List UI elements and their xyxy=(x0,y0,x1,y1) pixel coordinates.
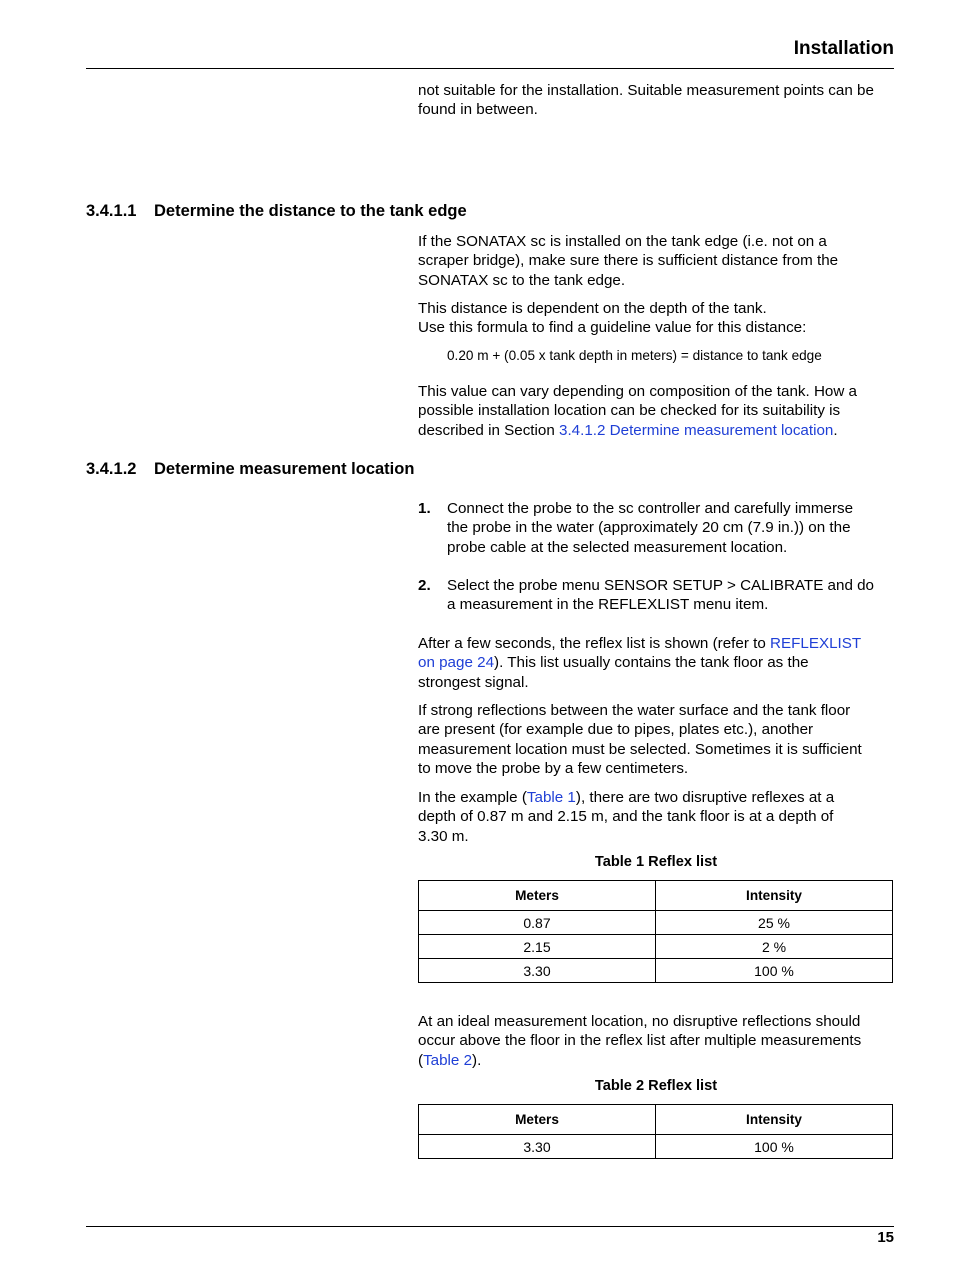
distance-depth-paragraph xyxy=(418,299,894,338)
intensity-cell: 25 % xyxy=(656,911,893,935)
text-line: possible installation location can be checked for its suitability is xyxy=(418,402,841,420)
intensity-cell: 2 % xyxy=(656,935,893,959)
table-row xyxy=(419,911,893,935)
step-number: 2. xyxy=(418,577,431,594)
step-number: 1. xyxy=(418,500,431,517)
text-line: probe cable at the selected measurement location. xyxy=(447,538,788,556)
table-1-link[interactable]: Table 1 xyxy=(526,789,576,806)
step-text xyxy=(447,499,853,557)
text-line: not suitable for the installation. Suitable measurement points can be xyxy=(418,82,874,99)
section-heading-3-4-1-2 xyxy=(86,460,414,479)
table-1-caption: Table 1 Reflex list xyxy=(594,854,718,870)
page-header-title: Installation xyxy=(793,38,894,59)
text-line: scraper bridge), make sure there is sufficient distance from the xyxy=(418,252,839,270)
text-line: measurement location must be selected. Sometimes it is sufficient xyxy=(418,740,862,758)
step-text xyxy=(447,576,874,615)
text-line: Select the probe menu SENSOR SETUP > CALIBRATE and do xyxy=(447,577,875,594)
text-fragment: ). xyxy=(472,1051,482,1069)
text-fragment: ), there are two disruptive reflexes at a xyxy=(575,789,835,806)
text-line: found in between. xyxy=(418,101,538,119)
text-line xyxy=(418,653,894,672)
section-title: Determine the distance to the tank edge xyxy=(154,202,467,220)
text-fragment: . xyxy=(833,421,838,439)
text-line: Connect the probe to the sc controller and carefully immerse xyxy=(447,500,854,517)
footer-rule xyxy=(86,1226,894,1227)
text-line: strongest signal. xyxy=(418,673,529,691)
column-header-meters: Meters xyxy=(419,881,656,911)
text-line: the probe in the water (approximately 20 cm (7.9 in.)) on the xyxy=(447,519,851,537)
table-row xyxy=(419,935,893,959)
ideal-location-paragraph xyxy=(418,1012,894,1070)
text-fragment: ( xyxy=(418,1051,424,1069)
text-line xyxy=(418,634,894,653)
reflex-list-table-2 xyxy=(418,1104,893,1159)
table-header-row xyxy=(419,1105,893,1135)
page-number: 15 xyxy=(877,1229,894,1246)
text-line xyxy=(418,1051,894,1070)
text-line: are present (for example due to pipes, plates etc.), another xyxy=(418,721,814,739)
intensity-cell: 100 % xyxy=(656,1135,893,1159)
text-line: 3.30 m. xyxy=(418,827,469,845)
text-line xyxy=(418,788,894,807)
meters-cell: 3.30 xyxy=(419,959,656,983)
text-line: depth of 0.87 m and 2.15 m, and the tank floor is at a depth of xyxy=(418,808,834,826)
example-paragraph xyxy=(418,788,894,846)
text-line: occur above the floor in the reflex list after multiple measurements xyxy=(418,1032,862,1050)
reflexlist-link[interactable]: REFLEXLIST xyxy=(770,635,862,652)
composition-paragraph xyxy=(418,382,894,440)
text-line: This distance is dependent on the depth of the tank. xyxy=(418,300,767,317)
column-header-meters: Meters xyxy=(419,1105,656,1135)
text-line: This value can vary depending on composition of the tank. How a xyxy=(418,383,858,400)
text-line: Use this formula to find a guideline value for this distance: xyxy=(418,319,807,337)
tank-edge-paragraph xyxy=(418,232,894,290)
column-header-intensity: Intensity xyxy=(656,1105,893,1135)
text-fragment: ). This list usually contains the tank floor as the xyxy=(494,654,809,672)
text-line: If the SONATAX sc is installed on the tank edge (i.e. not on a xyxy=(418,233,827,250)
intensity-cell: 100 % xyxy=(656,959,893,983)
table-2-link[interactable]: Table 2 xyxy=(423,1051,473,1069)
strong-reflections-paragraph xyxy=(418,701,894,779)
text-line: SONATAX sc to the tank edge. xyxy=(418,271,626,289)
reflex-list-paragraph xyxy=(418,634,894,692)
section-title: Determine measurement location xyxy=(154,460,415,478)
text-fragment: described in Section xyxy=(418,421,559,439)
text-fragment: In the example ( xyxy=(418,789,527,806)
section-cross-reference-link[interactable]: 3.4.1.2 Determine measurement location xyxy=(559,421,834,439)
reflex-list-table-1 xyxy=(418,880,893,983)
table-2-caption: Table 2 Reflex list xyxy=(594,1078,718,1094)
meters-cell: 2.15 xyxy=(419,935,656,959)
text-fragment: After a few seconds, the reflex list is shown (refer to xyxy=(418,635,770,652)
column-header-intensity: Intensity xyxy=(656,881,893,911)
table-row xyxy=(419,1135,893,1159)
page-reference-link[interactable]: on page 24 xyxy=(418,654,495,672)
section-number: 3.4.1.2 xyxy=(86,460,137,478)
text-line: to move the probe by a few centimeters. xyxy=(418,760,689,778)
meters-cell: 3.30 xyxy=(419,1135,656,1159)
section-number: 3.4.1.1 xyxy=(86,202,137,220)
text-line: If strong reflections between the water surface and the tank floor xyxy=(418,702,851,719)
header-rule xyxy=(86,68,894,69)
distance-formula: 0.20 m + (0.05 x tank depth in meters) = distance to tank edge xyxy=(447,348,822,363)
text-line: a measurement in the REFLEXLIST menu item. xyxy=(447,596,769,614)
section-heading-3-4-1-1 xyxy=(86,202,467,221)
table-row xyxy=(419,959,893,983)
meters-cell: 0.87 xyxy=(419,911,656,935)
text-line xyxy=(418,421,894,440)
intro-paragraph xyxy=(418,81,894,120)
text-line: At an ideal measurement location, no disruptive reflections should xyxy=(418,1013,861,1030)
table-header-row xyxy=(419,881,893,911)
